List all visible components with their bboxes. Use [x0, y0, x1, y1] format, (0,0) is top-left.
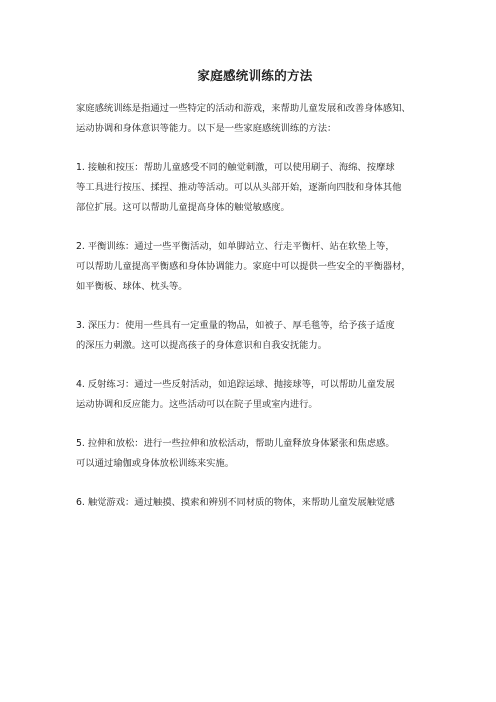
method-line: 等工具进行按压、揉捏、推动等活动。可以从头部开始，逐渐向四肢和身体其他 [76, 182, 402, 193]
intro-paragraph [76, 99, 434, 139]
method-item-5 [76, 434, 434, 474]
document-title: 家庭感统训练的方法 [197, 68, 313, 83]
method-item-6 [76, 493, 434, 513]
method-line: 可以帮助儿童提高平衡感和身体协调能力。家庭中可以提供一些安全的平衡器材， [76, 261, 411, 272]
method-line: 1. 接触和按压：帮助儿童感受不同的触觉刺激，可以使用刷子、海绵、按摩球 [76, 162, 395, 173]
method-line: 可以通过瑜伽或身体放松训练来实施。 [76, 458, 235, 469]
method-line: 运动协调和反应能力。这些活动可以在院子里或室内进行。 [76, 399, 318, 410]
method-line: 3. 深压力：使用一些具有一定重量的物品，如被子、厚毛毯等，给予孩子适度 [76, 320, 395, 331]
method-line: 如平衡板、球体、枕头等。 [76, 281, 188, 292]
intro-line: 运动协调和身体意识等能力。以下是一些家庭感统训练的方法： [76, 123, 337, 134]
method-item-4 [76, 375, 434, 415]
method-item-2 [76, 237, 434, 297]
method-line: 的深压力刺激。这可以提高孩子的身体意识和自我安抚能力。 [76, 340, 328, 351]
method-line: 部位扩展。这可以帮助儿童提高身体的触觉敏感度。 [76, 202, 290, 213]
method-item-3 [76, 316, 434, 356]
method-line: 2. 平衡训练：通过一些平衡活动，如单脚站立、行走平衡杆、站在软垫上等， [76, 241, 395, 252]
method-line: 6. 触觉游戏：通过触摸、摸索和辨别不同材质的物体，来帮助儿童发展触觉感 [76, 497, 395, 508]
method-item-1 [76, 158, 434, 218]
method-line: 4. 反射练习：通过一些反射活动，如追踪运球、抛接球等，可以帮助儿童发展 [76, 379, 395, 390]
intro-line: 家庭感统训练是指通过一些特定的活动和游戏，来帮助儿童发展和改善身体感知、 [76, 103, 411, 114]
method-line: 5. 拉伸和放松：进行一些拉伸和放松活动，帮助儿童释放身体紧张和焦虑感。 [76, 438, 395, 449]
